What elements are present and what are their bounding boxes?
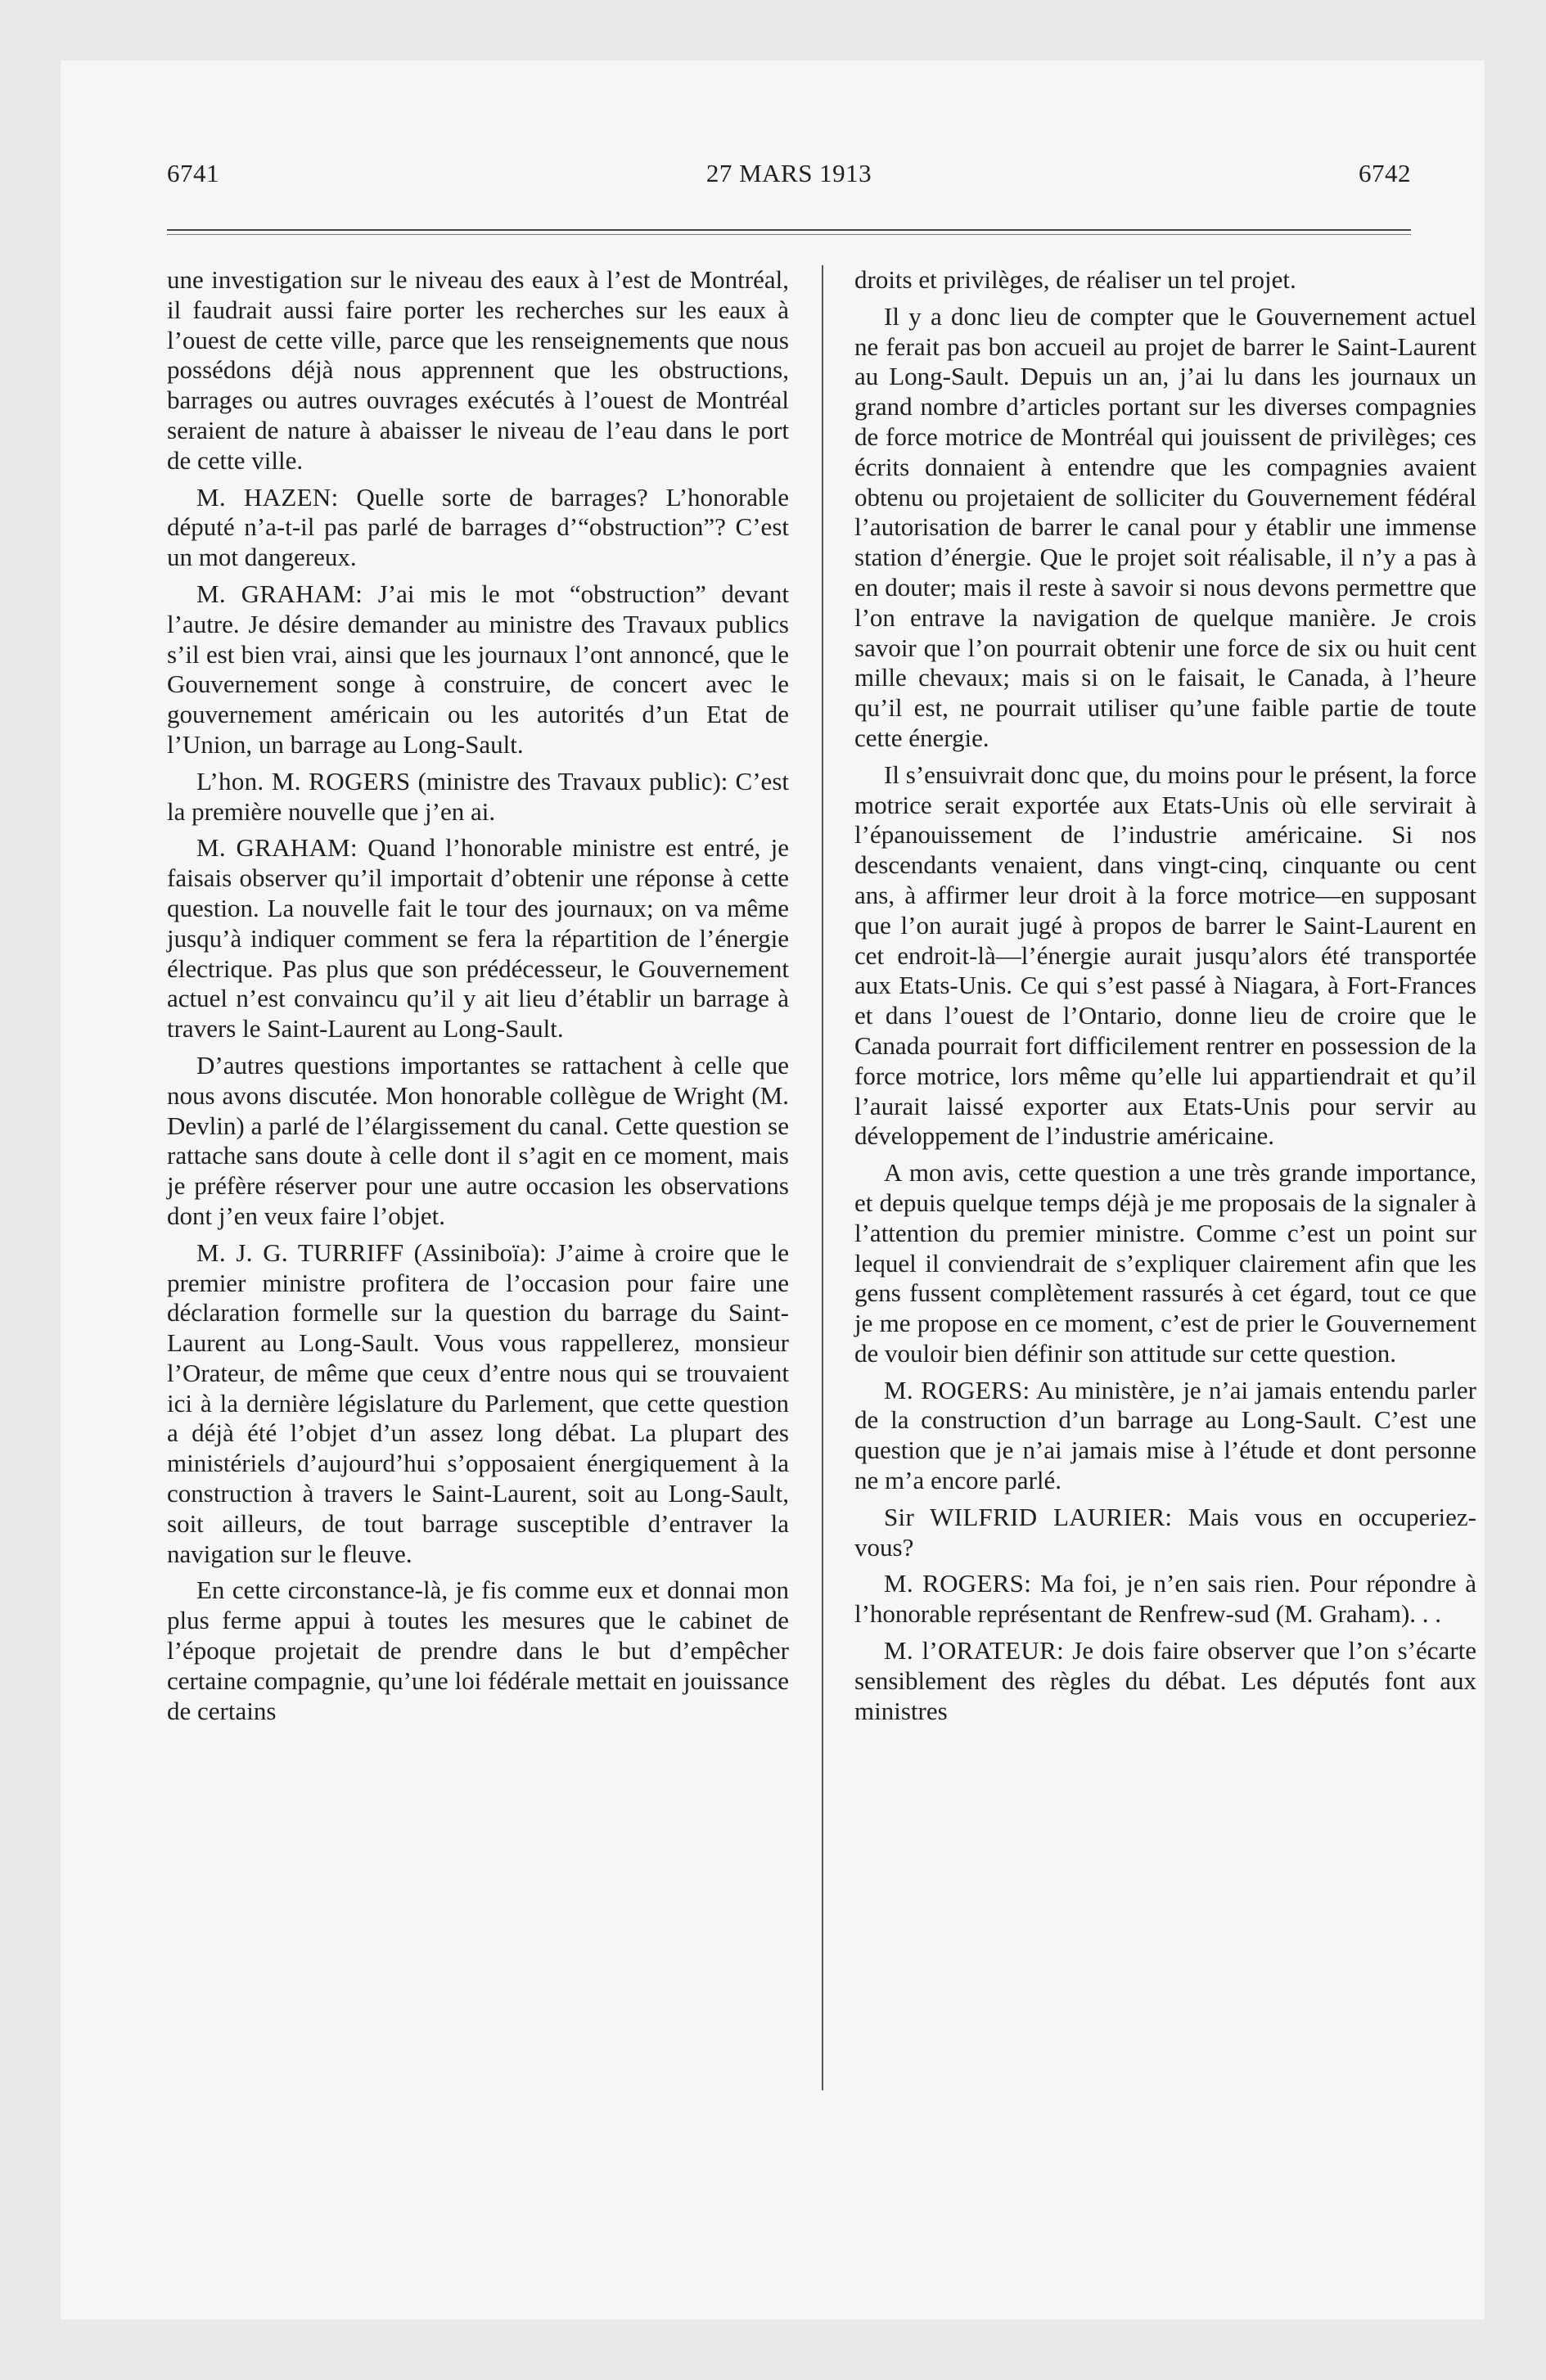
- speaker-name: M. GRAHAM:: [196, 579, 363, 608]
- speaker-name: M. GRAHAM:: [196, 833, 358, 863]
- paragraph: une investigation sur le niveau des eaux à l’est de Montréal, il faudrait aussi faire porter les recherches sur les eaux à l’ouest de cette ville, parce que les renseignements que nous possédons déjà nous apprennent que les obstructions, barrages ou autres ouvrages exécutés à l’ouest de Montréal seraient de nature à abaisser le niveau de l’eau dans le port de cette ville.: [167, 265, 789, 475]
- speaker-name: M. J. G. TURRIFF: [196, 1237, 404, 1267]
- speaker-name: Sir WILFRID LAURIER:: [884, 1502, 1173, 1531]
- paragraph: M. ROGERS: Au ministère, je n’ai jamais entendu parler de la construction d’un barrage au Long-Sault. C’est une question que je n’ai jamais mise à l’étude et dont personne ne m’a encore parlé.: [854, 1375, 1477, 1495]
- paragraph: D’autres questions importantes se rattachent à celle que nous avons discutée. Mon honorable collègue de Wright (M. Devlin) a parlé de l’élargissement du canal. Cette question se rattache sans doute à celle dont il s’agit en ce moment, mais je préfère réserver pour une autre occasion les observations dont j’en veux faire l’objet.: [167, 1050, 789, 1230]
- paragraph: M. ROGERS: Ma foi, je n’en sais rien. Pour répondre à l’honorable représentant de Renfrew-sud (M. Graham). . .: [854, 1569, 1477, 1629]
- paragraph: M. l’ORATEUR: Je dois faire observer que l’on s’écarte sensiblement des règles du débat. Les députés font aux ministres: [854, 1636, 1477, 1725]
- left-column: [167, 265, 789, 1733]
- paragraph: M. HAZEN: Quelle sorte de barrages? L’honorable député n’a-t-il pas parlé de barrages d’“obstruction”? C’est un mot dangereux.: [167, 482, 789, 572]
- paragraph: Sir WILFRID LAURIER: Mais vous en occuperiez-vous?: [854, 1502, 1477, 1562]
- paragraph: L’hon. M. ROGERS (ministre des Travaux public): C’est la première nouvelle que j’en ai.: [167, 766, 789, 826]
- paragraph: En cette circonstance-là, je fis comme eux et donnai mon plus ferme appui à toutes les mesures que le cabinet de l’époque projetait de prendre dans le but d’empêcher certaine compagnie, qu’une loi fédérale mettait en jouissance de certains: [167, 1575, 789, 1725]
- speaker-name: M. l’ORATEUR:: [884, 1636, 1064, 1666]
- paragraph: Il y a donc lieu de compter que le Gouvernement actuel ne ferait pas bon accueil au projet de barrer le Saint-Laurent au Long-Sault. Depuis un an, j’ai lu dans les journaux un grand nombre d’articles portant sur les diverses compagnies de force motrice de Montréal qui jouissent de privilèges; ces écrits donnaient à entendre que les compagnies avaient obtenu ou projetaient de solliciter du Gouvernement fédéral l’autorisation de barrer le canal pour y établir une immense station d’énergie. Que le projet soit réalisable, il n’y a pas à en douter; mais il reste à savoir si nous devons permettre que l’on entrave la navigation de quelque manière. Je crois savoir que l’on pourrait obtenir une force de six ou huit cent mille chevaux; mais si on le faisait, le Canada, à l’heure qu’il est, ne pourrait utiliser qu’une faible partie de toute cette énergie.: [854, 301, 1476, 752]
- paragraph: M. J. G. TURRIFF (Assiniboïa): J’aime à croire que le premier ministre profitera de l’occasion pour faire une déclaration formelle sur la question du barrage du Saint-Laurent au Long-Sault. Vous vous rappellerez, monsieur l’Orateur, de même que ceux d’entre nous qui se trouvaient ici à la dernière législature du Parlement, que cette question a déjà été l’objet d’un assez long débat. La plupart des ministériels d’aujourd’hui s’opposaient énergiquement à la construction à travers le Saint-Laurent, soit au Long-Sault, soit ailleurs, de tout barrage susceptible d’entraver la navigation sur le fleuve.: [167, 1237, 790, 1568]
- paragraph: droits et privilèges, de réaliser un tel projet.: [854, 265, 1296, 294]
- header-rule: [167, 229, 1411, 235]
- speaker-name: M. ROGERS:: [884, 1569, 1032, 1598]
- text-columns: [167, 265, 1477, 2090]
- page-header: [167, 159, 1411, 192]
- paragraph: Il s’ensuivrait donc que, du moins pour le présent, la force motrice serait exportée aux Etats-Unis où elle servirait à l’épanouissement de l’industrie américaine. Si nos descendants venaient, dans vingt-cinq, cinquante ou cent ans, à affirmer leur droit à la force motrice—en supposant que l’on aurait jugé à propos de barrer le Saint-Laurent en cet endroit-là—l’énergie aurait jusqu’alors été transportée aux Etats-Unis. Ce qui s’est passé à Niagara, à Fort-Frances et dans l’ouest de l’Ontario, donne lieu de croire que le Canada pourrait fort difficilement rentrer en possession de la force motrice, lors même qu’elle lui appartiendrait et qu’il l’aurait laissé exporter aux Etats-Unis pour servir au développement de l’industrie américaine.: [854, 760, 1476, 1151]
- left-page-number: 6741: [167, 159, 219, 187]
- paragraph: M. GRAHAM: Quand l’honorable ministre est entré, je faisais observer qu’il importait d’obtenir une réponse à cette question. La nouvelle fait le tour des journaux; on va même jusqu’à indiquer comment se fera la répartition de l’énergie électrique. Pas plus que son prédécesseur, le Gouvernement actuel n’est convaincu qu’il y ait lieu d’établir un barrage à travers le Saint-Laurent au Long-Sault.: [167, 833, 789, 1044]
- right-page-number: 6742: [1359, 159, 1411, 187]
- right-column: [854, 265, 1476, 1733]
- speaker-name: M. ROGERS:: [884, 1375, 1030, 1404]
- header-date: 27 MARS 1913: [705, 159, 872, 187]
- speaker-name: M. HAZEN:: [196, 482, 339, 512]
- paragraph: A mon avis, cette question a une très grande importance, et depuis quelque temps déjà je me proposais de la signaler à l’attention du premier ministre. Comme c’est un point sur lequel il conviendrait de s’expliquer clairement afin que les gens fussent complètement rassurés à cet égard, tout ce que je me propose en ce moment, c’est de prier le Gouvernement de vouloir bien définir son attitude sur cette question.: [854, 1158, 1476, 1368]
- paragraph: M. GRAHAM: J’ai mis le mot “obstruction” devant l’autre. Je désire demander au ministre des Travaux publics s’il est bien vrai, ainsi que les journaux l’ont annoncé, que le Gouvernement songe à construire, de concert avec le gouvernement américain ou les autorités d’un Etat de l’Union, un barrage au Long-Sault.: [167, 579, 789, 759]
- document-page: [61, 61, 1485, 2319]
- speaker-name: L’hon. M. ROGERS: [196, 766, 411, 796]
- column-divider: [822, 265, 823, 2090]
